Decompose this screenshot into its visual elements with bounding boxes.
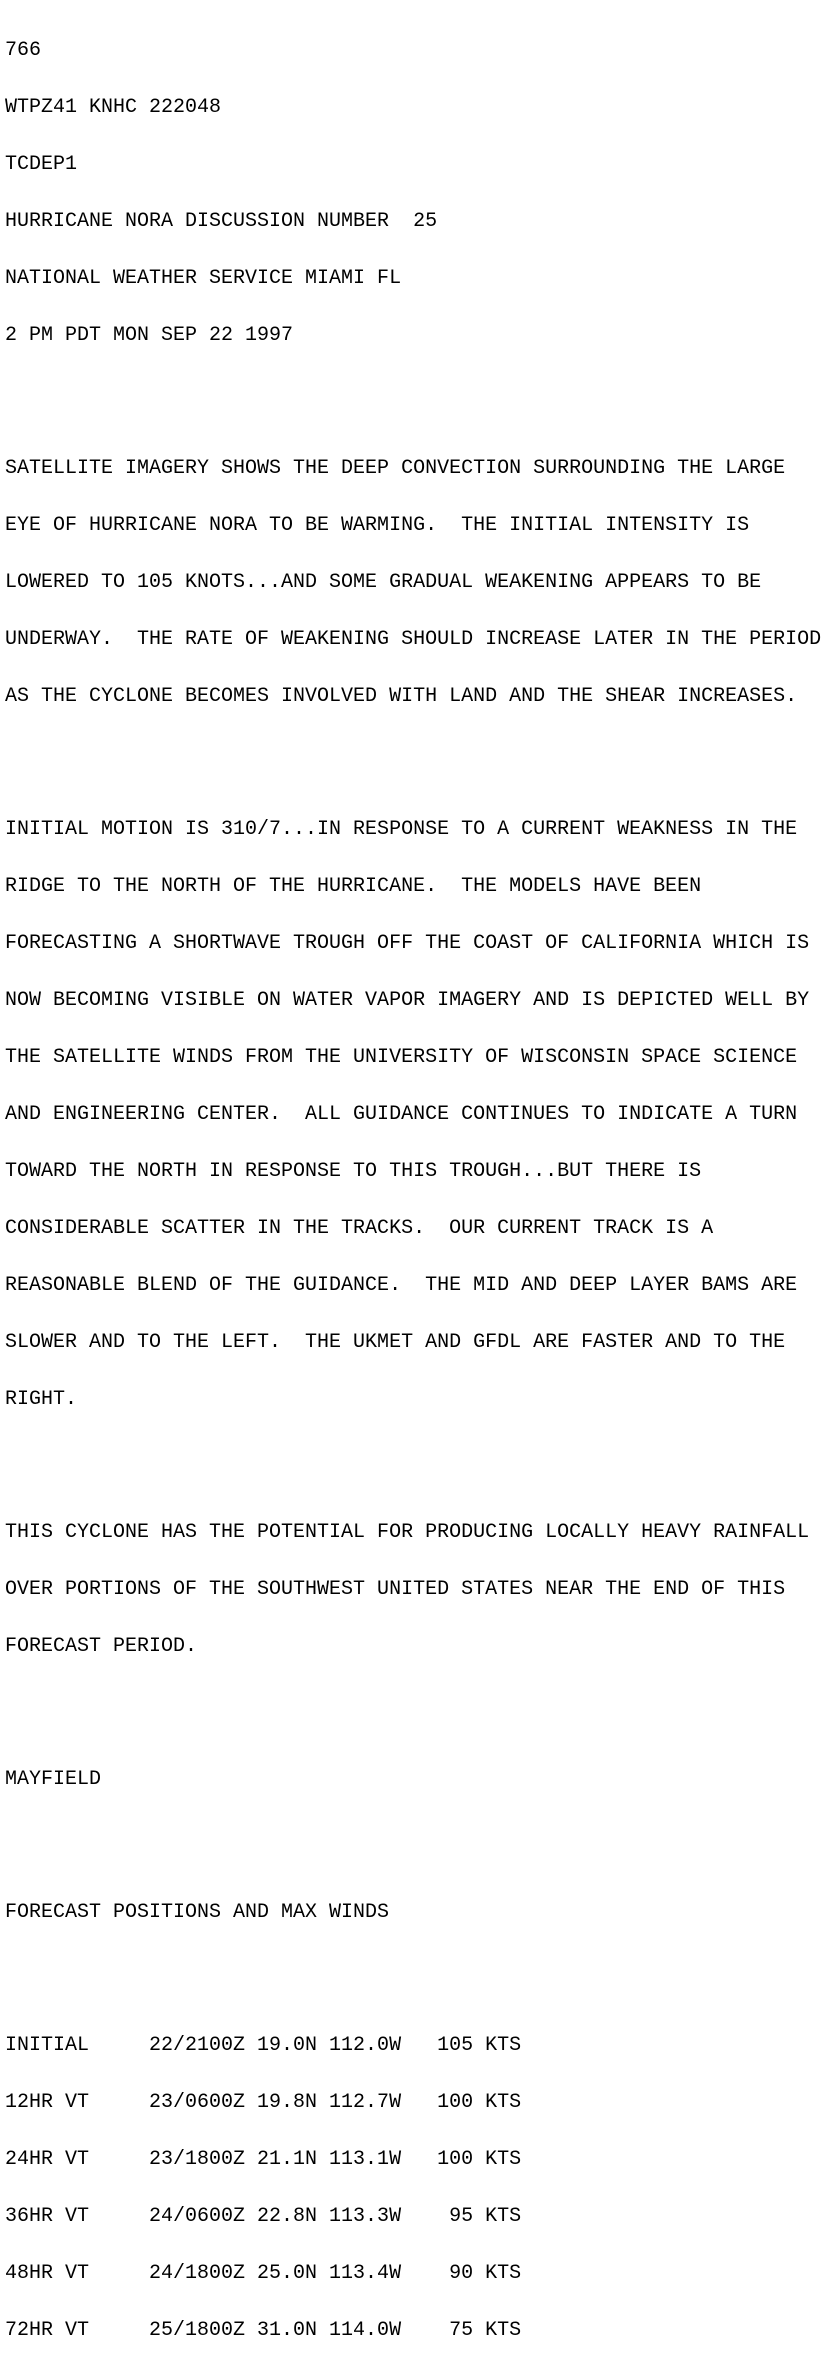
forecast-row: INITIAL 22/2100Z 19.0N 112.0W 105 KTS [5,2034,522,2057]
header-line: TCDEP1 [5,153,78,176]
blank-line [5,1960,825,1979]
paragraph-line: OVER PORTIONS OF THE SOUTHWEST UNITED STATES NEAR THE END OF THIS [5,1578,786,1601]
blank-line [5,383,825,402]
paragraph-line: FORECASTING A SHORTWAVE TROUGH OFF THE COAST OF CALIFORNIA WHICH IS [5,932,810,955]
paragraph-line: RIDGE TO THE NORTH OF THE HURRICANE. THE MODELS HAVE BEEN [5,875,702,898]
blank-line [5,1694,825,1713]
paragraph-line: CONSIDERABLE SCATTER IN THE TRACKS. OUR CURRENT TRACK IS A [5,1217,714,1240]
blank-line [5,744,825,763]
blank-line [5,1827,825,1846]
header-line: 766 [5,39,42,62]
paragraph-line: THIS CYCLONE HAS THE POTENTIAL FOR PRODUCING LOCALLY HEAVY RAINFALL [5,1521,810,1544]
document-title: HURRICANE NORA DISCUSSION NUMBER 25 [5,210,438,233]
paragraph-line: NOW BECOMING VISIBLE ON WATER VAPOR IMAGERY AND IS DEPICTED WELL BY [5,989,810,1012]
forecast-row: 72HR VT 25/1800Z 31.0N 114.0W 75 KTS [5,2319,522,2342]
paragraph-line: RIGHT. [5,1388,78,1411]
issuing-office: NATIONAL WEATHER SERVICE MIAMI FL [5,267,402,290]
forecast-row: 48HR VT 24/1800Z 25.0N 113.4W 90 KTS [5,2262,522,2285]
paragraph-line: UNDERWAY. THE RATE OF WEAKENING SHOULD INCREASE LATER IN THE PERIOD [5,628,822,651]
paragraph-line: AND ENGINEERING CENTER. ALL GUIDANCE CONTINUES TO INDICATE A TURN [5,1103,798,1126]
paragraph-line: LOWERED TO 105 KNOTS...AND SOME GRADUAL WEAKENING APPEARS TO BE [5,571,762,594]
paragraph-line: SATELLITE IMAGERY SHOWS THE DEEP CONVECTION SURROUNDING THE LARGE [5,457,786,480]
paragraph-line: FORECAST PERIOD. [5,1635,198,1658]
issue-time: 2 PM PDT MON SEP 22 1997 [5,324,294,347]
paragraph-line: EYE OF HURRICANE NORA TO BE WARMING. THE INITIAL INTENSITY IS [5,514,750,537]
forecast-row: 24HR VT 23/1800Z 21.1N 113.1W 100 KTS [5,2148,522,2171]
paragraph-line: REASONABLE BLEND OF THE GUIDANCE. THE MID AND DEEP LAYER BAMS ARE [5,1274,798,1297]
blank-line [5,1447,825,1466]
forecast-row: 36HR VT 24/0600Z 22.8N 113.3W 95 KTS [5,2205,522,2228]
forecast-heading: FORECAST POSITIONS AND MAX WINDS [5,1901,390,1924]
paragraph-line: INITIAL MOTION IS 310/7...IN RESPONSE TO A CURRENT WEAKNESS IN THE [5,818,798,841]
header-line: WTPZ41 KNHC 222048 [5,96,222,119]
paragraph-line: SLOWER AND TO THE LEFT. THE UKMET AND GFDL ARE FASTER AND TO THE [5,1331,786,1354]
forecast-row: 12HR VT 23/0600Z 19.8N 112.7W 100 KTS [5,2091,522,2114]
paragraph-line: THE SATELLITE WINDS FROM THE UNIVERSITY OF WISCONSIN SPACE SCIENCE [5,1046,798,1069]
paragraph-line: AS THE CYCLONE BECOMES INVOLVED WITH LAND AND THE SHEAR INCREASES. [5,685,798,708]
paragraph-line: TOWARD THE NORTH IN RESPONSE TO THIS TROUGH...BUT THERE IS [5,1160,702,1183]
forecaster-signature: MAYFIELD [5,1768,102,1791]
